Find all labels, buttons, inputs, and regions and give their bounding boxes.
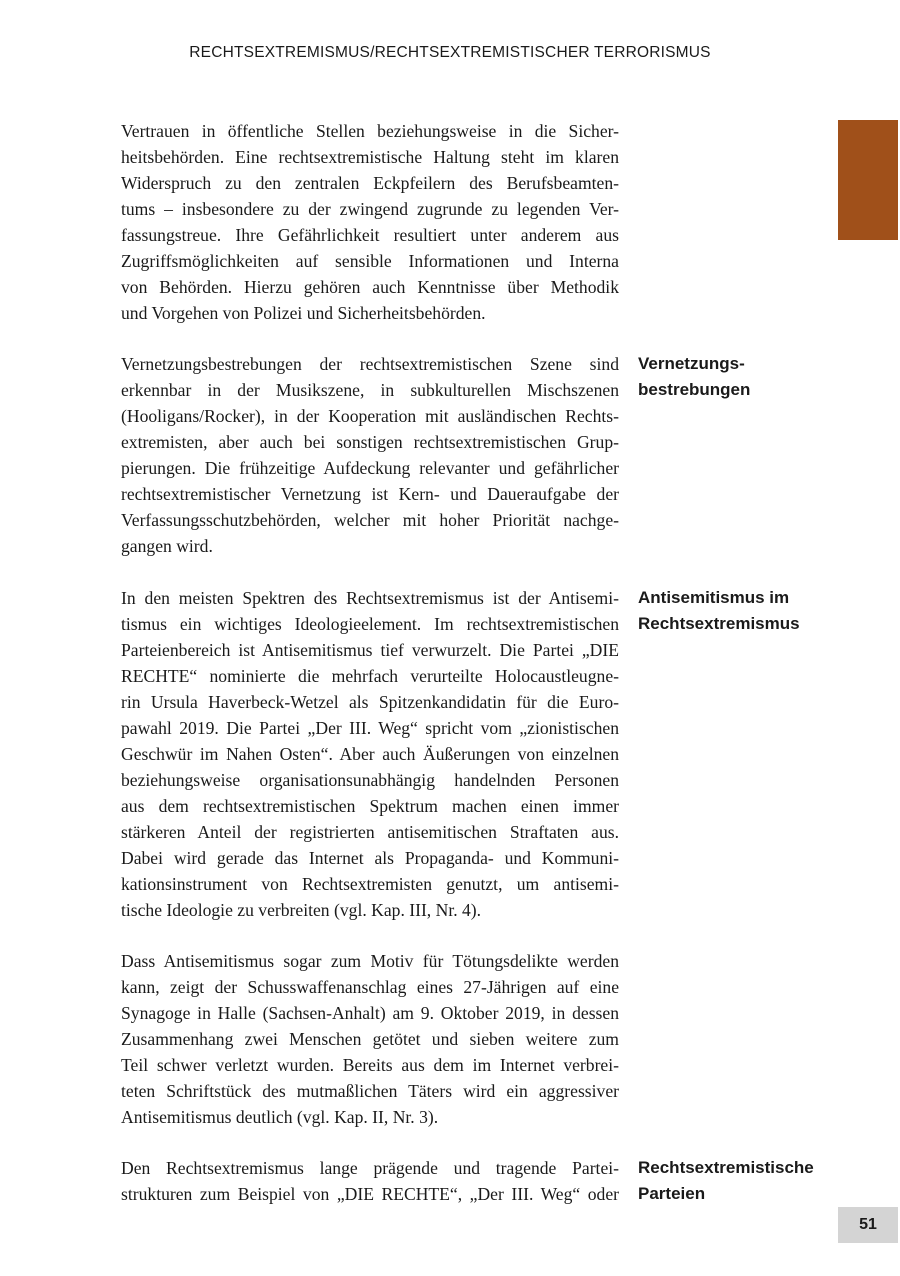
text-line: Parteienbereich ist Antisemitismus tief verwurzelt. Die Partei „DIE — [121, 640, 619, 660]
text-line: fassungstreue. Ihre Gefährlichkeit resultiert unter anderem aus — [121, 225, 619, 245]
text-line: In den meisten Spektren des Rechtsextremismus ist der Antisemi- — [121, 588, 619, 608]
text-line: beziehungsweise organisationsunabhängig handelnden Personen — [121, 770, 619, 790]
text-line: tische Ideologie zu verbreiten (vgl. Kap. III, Nr. 4). — [121, 900, 482, 920]
margin-heading-line: Rechtsextremismus — [638, 614, 800, 633]
text-line: Vertrauen in öffentliche Stellen beziehungsweise in die Sicher- — [121, 121, 619, 141]
text-line: tums – insbesondere zu der zwingend zugrunde zu legenden Ver- — [121, 199, 619, 219]
text-line: heitsbehörden. Eine rechtsextremistische Haltung steht im klaren — [121, 147, 619, 167]
text-line: RECHTE“ nominierte die mehrfach verurteilte Holocaustleugne- — [121, 666, 619, 686]
running-header: RECHTSEXTREMISMUS/RECHTSEXTREMISTISCHER TERRORISMUS — [189, 44, 711, 61]
text-line: pawahl 2019. Die Partei „Der III. Weg“ spricht vom „zionistischen — [121, 718, 619, 738]
margin-heading-antisemitismus — [638, 585, 828, 637]
margin-heading-vernetzungsbestrebungen — [638, 351, 828, 403]
text-line: extremisten, aber auch bei sonstigen rechtsextremistischen Grup- — [121, 432, 619, 452]
text-line: gangen wird. — [121, 536, 213, 556]
text-line: tismus ein wichtiges Ideologieelement. Im rechtsextremistischen — [121, 614, 619, 634]
body-paragraph-5 — [121, 1155, 619, 1207]
margin-heading-line: Antisemitismus im — [638, 588, 790, 607]
text-line: Vernetzungsbestrebungen der rechtsextremistischen Szene sind — [121, 354, 619, 374]
text-line: stärkeren Anteil der registrierten antisemitischen Straftaten aus. — [121, 822, 619, 842]
text-line: kann, zeigt der Schusswaffenanschlag eines 27-Jährigen auf eine — [121, 977, 619, 997]
text-line: Den Rechtsextremismus lange prägende und tragende Partei- — [121, 1158, 619, 1178]
text-line: pierungen. Die frühzeitige Aufdeckung relevanter und gefährlicher — [121, 458, 619, 478]
text-line: aus dem rechtsextremistischen Spektrum machen einen immer — [121, 796, 619, 816]
text-line: rechtsextremistischer Vernetzung ist Kern- und Daueraufgabe der — [121, 484, 619, 504]
text-line: Dabei wird gerade das Internet als Propaganda- und Kommuni- — [121, 848, 619, 868]
text-line: Antisemitismus deutlich (vgl. Kap. II, Nr. 3). — [121, 1107, 439, 1127]
text-line: Zusammenhang zwei Menschen getötet und sieben weitere zum — [121, 1029, 619, 1049]
text-line: und Vorgehen von Polizei und Sicherheitsbehörden. — [121, 303, 486, 323]
text-line: Geschwür im Nahen Osten“. Aber auch Äußerungen von einzelnen — [121, 744, 619, 764]
text-line: (Hooligans/Rocker), in der Kooperation mit ausländischen Rechts- — [121, 406, 619, 426]
body-paragraph-2 — [121, 351, 619, 559]
text-line: rin Ursula Haverbeck-Wetzel als Spitzenkandidatin für die Euro- — [121, 692, 619, 712]
margin-heading-line: bestrebungen — [638, 380, 751, 399]
page-number: 51 — [838, 1207, 898, 1243]
body-paragraph-4 — [121, 948, 619, 1130]
margin-heading-line: Vernetzungs- — [638, 354, 745, 373]
text-line: von Behörden. Hierzu gehören auch Kenntnisse über Methodik — [121, 277, 619, 297]
text-line: Widerspruch zu den zentralen Eckpfeilern des Berufsbeamten- — [121, 173, 619, 193]
chapter-tab-marker — [838, 120, 898, 240]
text-line: Verfassungsschutzbehörden, welcher mit hoher Priorität nachge- — [121, 510, 619, 530]
text-line: teten Schriftstück des mutmaßlichen Täters wird ein aggressiver — [121, 1081, 619, 1101]
body-paragraph-3 — [121, 585, 619, 923]
text-line: Synagoge in Halle (Sachsen-Anhalt) am 9. Oktober 2019, in dessen — [121, 1003, 619, 1023]
margin-heading-parteien — [638, 1155, 828, 1207]
body-paragraph-1 — [121, 118, 619, 326]
text-line: Zugriffsmöglichkeiten auf sensible Informationen und Interna — [121, 251, 619, 271]
margin-heading-line: Parteien — [638, 1184, 706, 1203]
text-line: erkennbar in der Musikszene, in subkulturellen Mischszenen — [121, 380, 619, 400]
text-line: Dass Antisemitismus sogar zum Motiv für Tötungsdelikte werden — [121, 951, 619, 971]
text-line: Teil schwer verletzt wurden. Bereits aus dem im Internet verbrei- — [121, 1055, 619, 1075]
text-line: strukturen zum Beispiel von „DIE RECHTE“, „Der III. Weg“ oder — [121, 1184, 619, 1204]
margin-heading-line: Rechtsextremistische — [638, 1158, 814, 1177]
text-line: kationsinstrument von Rechtsextremisten genutzt, um antisemi- — [121, 874, 619, 894]
